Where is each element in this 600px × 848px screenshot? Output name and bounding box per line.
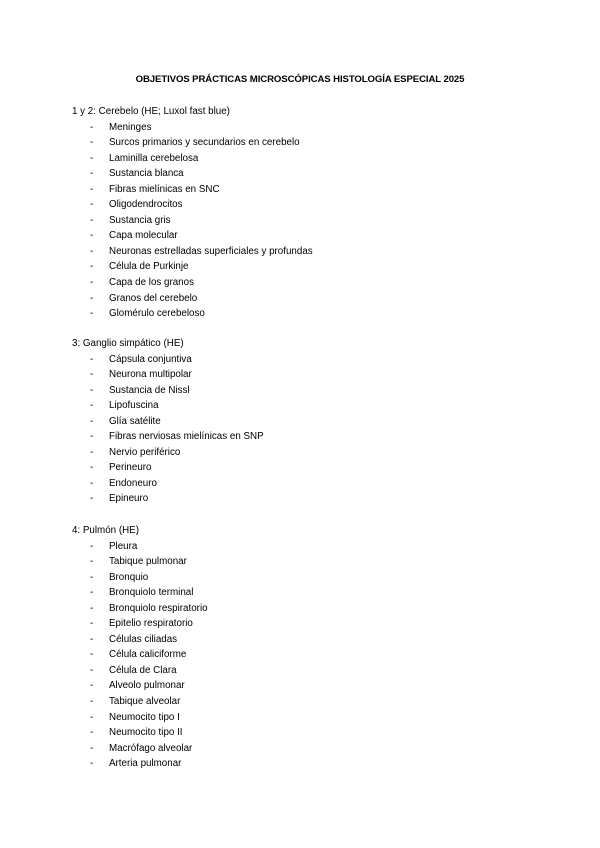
bullet-dash: - (90, 168, 94, 180)
list-item-label: Célula caliciforme (109, 649, 187, 661)
bullet-dash: - (90, 446, 94, 458)
list-item (72, 213, 552, 229)
item-list (72, 539, 552, 772)
list-item (72, 429, 552, 445)
list-item-label: Alveolo pulmonar (109, 680, 185, 692)
list-item (72, 414, 552, 430)
list-item-label: Células ciliadas (109, 633, 178, 645)
bullet-dash: - (90, 353, 94, 365)
section-cerebelo (72, 104, 552, 322)
item-list (72, 352, 552, 507)
list-item-label: Fibras nerviosas mielínicas en SNP (109, 431, 264, 443)
bullet-dash: - (90, 308, 94, 320)
bullet-dash: - (90, 633, 94, 645)
bullet-dash: - (90, 230, 94, 242)
list-item-label: Nervio periférico (109, 446, 181, 458)
list-item-label: Célula de Clara (109, 664, 177, 676)
list-item (72, 710, 552, 726)
bullet-dash: - (90, 571, 94, 583)
list-item (72, 632, 552, 648)
list-item (72, 601, 552, 617)
section-pulmon (72, 523, 552, 772)
list-item (72, 539, 552, 555)
bullet-dash: - (90, 245, 94, 257)
bullet-dash: - (90, 540, 94, 552)
list-item (72, 476, 552, 492)
list-item-label: Neurona multipolar (109, 369, 192, 381)
list-item-label: Surcos primarios y secundarios en cerebelo (109, 137, 300, 149)
list-item-label: Macrófago alveolar (109, 742, 193, 754)
list-item-label: Laminilla cerebelosa (109, 152, 199, 164)
bullet-dash: - (90, 400, 94, 412)
list-item (72, 182, 552, 198)
bullet-dash: - (90, 276, 94, 288)
bullet-dash: - (90, 137, 94, 149)
list-item (72, 352, 552, 368)
section-heading: 3: Ganglio simpático (HE) (72, 338, 184, 349)
list-item (72, 445, 552, 461)
list-item (72, 647, 552, 663)
list-item (72, 678, 552, 694)
list-item (72, 491, 552, 507)
item-list (72, 120, 552, 322)
list-item (72, 398, 552, 414)
list-item (72, 663, 552, 679)
list-item-label: Bronquiolo respiratorio (109, 602, 208, 614)
bullet-dash: - (90, 649, 94, 661)
list-item (72, 616, 552, 632)
bullet-dash: - (90, 664, 94, 676)
list-item-label: Bronquio (109, 571, 149, 583)
list-item-label: Sustancia blanca (109, 168, 184, 180)
list-item-label: Pleura (109, 540, 138, 552)
list-item-label: Sustancia gris (109, 214, 171, 226)
bullet-dash: - (90, 587, 94, 599)
bullet-dash: - (90, 711, 94, 723)
list-item (72, 694, 552, 710)
section-heading: 1 y 2: Cerebelo (HE; Luxol fast blue) (72, 106, 230, 117)
list-item-label: Endoneuro (109, 477, 157, 489)
list-item (72, 259, 552, 275)
bullet-dash: - (90, 602, 94, 614)
list-item (72, 756, 552, 772)
list-item-label: Arteria pulmonar (109, 758, 182, 770)
list-item-label: Meninges (109, 121, 152, 133)
list-item (72, 166, 552, 182)
bullet-dash: - (90, 199, 94, 211)
list-item (72, 741, 552, 757)
bullet-dash: - (90, 183, 94, 195)
list-item (72, 151, 552, 167)
list-item-label: Tabique pulmonar (109, 556, 187, 568)
list-item-label: Tabique alveolar (109, 695, 181, 707)
list-item-label: Neuronas estrelladas superficiales y profundas (109, 245, 313, 257)
bullet-dash: - (90, 462, 94, 474)
list-item-label: Bronquiolo terminal (109, 587, 194, 599)
list-item-label: Epitelio respiratorio (109, 618, 193, 630)
list-item-label: Sustancia de Nissl (109, 384, 190, 396)
list-item-label: Neumocito tipo II (109, 727, 183, 739)
bullet-dash: - (90, 742, 94, 754)
section-ganglio-simpatico (72, 336, 552, 507)
list-item (72, 228, 552, 244)
list-item (72, 291, 552, 307)
list-item (72, 585, 552, 601)
bullet-dash: - (90, 680, 94, 692)
bullet-dash: - (90, 758, 94, 770)
bullet-dash: - (90, 695, 94, 707)
list-item-label: Granos del cerebelo (109, 292, 198, 304)
bullet-dash: - (90, 261, 94, 273)
list-item (72, 367, 552, 383)
list-item-label: Perineuro (109, 462, 152, 474)
list-item-label: Capa molecular (109, 230, 178, 242)
bullet-dash: - (90, 369, 94, 381)
bullet-dash: - (90, 477, 94, 489)
list-item-label: Neumocito tipo I (109, 711, 180, 723)
list-item (72, 135, 552, 151)
bullet-dash: - (90, 214, 94, 226)
list-item (72, 306, 552, 322)
list-item-label: Glía satélite (109, 415, 161, 427)
list-item (72, 120, 552, 136)
list-item (72, 570, 552, 586)
list-item-label: Glomérulo cerebeloso (109, 308, 205, 320)
list-item-label: Célula de Purkinje (109, 261, 189, 273)
bullet-dash: - (90, 384, 94, 396)
list-item (72, 460, 552, 476)
list-item-label: Capa de los granos (109, 276, 194, 288)
bullet-dash: - (90, 415, 94, 427)
list-item-label: Fibras mielínicas en SNC (109, 183, 220, 195)
list-item (72, 244, 552, 260)
section-heading: 4: Pulmón (HE) (72, 525, 139, 536)
list-item (72, 725, 552, 741)
bullet-dash: - (90, 121, 94, 133)
bullet-dash: - (90, 493, 94, 505)
bullet-dash: - (90, 152, 94, 164)
list-item (72, 383, 552, 399)
bullet-dash: - (90, 431, 94, 443)
list-item (72, 554, 552, 570)
document-title: OBJETIVOS PRÁCTICAS MICROSCÓPICAS HISTOLOGÍA ESPECIAL 2025 (135, 74, 465, 85)
bullet-dash: - (90, 556, 94, 568)
list-item (72, 197, 552, 213)
list-item-label: Cápsula conjuntiva (109, 353, 192, 365)
list-item (72, 275, 552, 291)
bullet-dash: - (90, 727, 94, 739)
bullet-dash: - (90, 292, 94, 304)
list-item-label: Epineuro (109, 493, 149, 505)
list-item-label: Oligodendrocitos (109, 199, 183, 211)
bullet-dash: - (90, 618, 94, 630)
list-item-label: Lipofuscina (109, 400, 159, 412)
